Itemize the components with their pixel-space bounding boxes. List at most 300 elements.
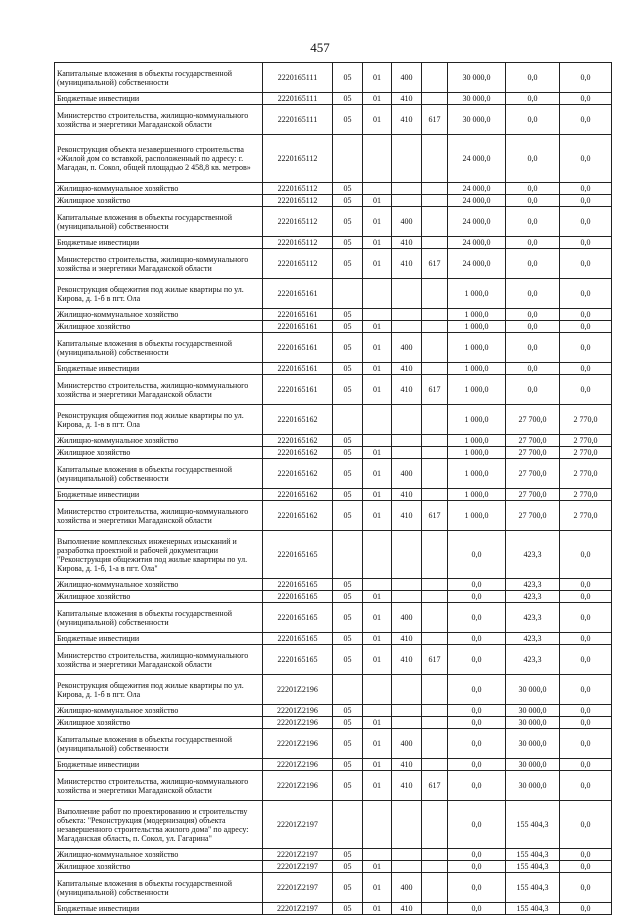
row-section-cell: 05 bbox=[333, 729, 363, 759]
table-row bbox=[55, 591, 612, 603]
row-value-1-cell: 1 000,0 bbox=[448, 435, 506, 447]
row-administrator-cell bbox=[422, 861, 448, 873]
row-section-cell: 05 bbox=[333, 579, 363, 591]
row-code-cell: 22201Z2196 bbox=[263, 729, 333, 759]
row-administrator-cell: 617 bbox=[422, 501, 448, 531]
row-code-cell: 2220165162 bbox=[263, 447, 333, 459]
row-value-1-cell: 1 000,0 bbox=[448, 363, 506, 375]
row-subsection-cell bbox=[363, 801, 392, 849]
row-value-1-cell: 0,0 bbox=[448, 579, 506, 591]
row-value-3-cell: 0,0 bbox=[560, 105, 612, 135]
row-expense-type-cell bbox=[392, 531, 422, 579]
row-value-1-cell: 1 000,0 bbox=[448, 309, 506, 321]
row-name-cell: Министерство строительства, жилищно-коммунального хозяйства и энергетики Магаданской области bbox=[55, 249, 263, 279]
row-value-3-cell: 0,0 bbox=[560, 801, 612, 849]
row-value-2-cell: 0,0 bbox=[506, 93, 560, 105]
row-section-cell: 05 bbox=[333, 435, 363, 447]
row-value-1-cell: 0,0 bbox=[448, 633, 506, 645]
row-subsection-cell: 01 bbox=[363, 873, 392, 903]
row-administrator-cell bbox=[422, 849, 448, 861]
row-administrator-cell bbox=[422, 633, 448, 645]
row-administrator-cell bbox=[422, 531, 448, 579]
row-subsection-cell: 01 bbox=[363, 729, 392, 759]
row-code-cell: 2220165161 bbox=[263, 363, 333, 375]
row-administrator-cell bbox=[422, 333, 448, 363]
row-value-3-cell: 0,0 bbox=[560, 321, 612, 333]
table-body bbox=[55, 63, 612, 915]
row-section-cell: 05 bbox=[333, 375, 363, 405]
row-value-1-cell: 0,0 bbox=[448, 717, 506, 729]
row-value-3-cell: 0,0 bbox=[560, 903, 612, 915]
row-subsection-cell bbox=[363, 849, 392, 861]
row-name-cell: Жилищное хозяйство bbox=[55, 195, 263, 207]
row-value-3-cell: 0,0 bbox=[560, 207, 612, 237]
row-value-3-cell: 0,0 bbox=[560, 645, 612, 675]
table-row bbox=[55, 645, 612, 675]
row-expense-type-cell: 410 bbox=[392, 105, 422, 135]
row-name-cell: Жилищное хозяйство bbox=[55, 447, 263, 459]
row-expense-type-cell: 410 bbox=[392, 249, 422, 279]
row-value-1-cell: 1 000,0 bbox=[448, 501, 506, 531]
row-value-2-cell: 0,0 bbox=[506, 183, 560, 195]
row-code-cell: 2220165112 bbox=[263, 183, 333, 195]
row-section-cell bbox=[333, 405, 363, 435]
row-administrator-cell bbox=[422, 405, 448, 435]
table-row bbox=[55, 63, 612, 93]
table-row bbox=[55, 93, 612, 105]
row-value-2-cell: 423,3 bbox=[506, 645, 560, 675]
row-name-cell: Бюджетные инвестиции bbox=[55, 489, 263, 501]
row-code-cell: 22201Z2197 bbox=[263, 849, 333, 861]
table-row bbox=[55, 195, 612, 207]
row-value-1-cell: 1 000,0 bbox=[448, 279, 506, 309]
table-row bbox=[55, 801, 612, 849]
row-value-2-cell: 0,0 bbox=[506, 363, 560, 375]
row-expense-type-cell bbox=[392, 447, 422, 459]
row-name-cell: Жилищно-коммунальное хозяйство bbox=[55, 309, 263, 321]
row-code-cell: 22201Z2196 bbox=[263, 771, 333, 801]
row-value-3-cell: 0,0 bbox=[560, 249, 612, 279]
row-administrator-cell bbox=[422, 729, 448, 759]
row-administrator-cell bbox=[422, 459, 448, 489]
row-name-cell: Министерство строительства, жилищно-коммунального хозяйства и энергетики Магаданской области bbox=[55, 645, 263, 675]
table-row bbox=[55, 207, 612, 237]
row-section-cell: 05 bbox=[333, 861, 363, 873]
row-value-2-cell: 27 700,0 bbox=[506, 459, 560, 489]
table-row bbox=[55, 459, 612, 489]
row-subsection-cell: 01 bbox=[363, 207, 392, 237]
row-value-1-cell: 1 000,0 bbox=[448, 375, 506, 405]
row-section-cell: 05 bbox=[333, 771, 363, 801]
row-subsection-cell: 01 bbox=[363, 93, 392, 105]
row-expense-type-cell bbox=[392, 591, 422, 603]
row-section-cell: 05 bbox=[333, 321, 363, 333]
row-section-cell: 05 bbox=[333, 759, 363, 771]
row-code-cell: 2220165165 bbox=[263, 633, 333, 645]
row-administrator-cell bbox=[422, 705, 448, 717]
table-row bbox=[55, 675, 612, 705]
row-value-1-cell: 0,0 bbox=[448, 801, 506, 849]
row-name-cell: Жилищно-коммунальное хозяйство bbox=[55, 705, 263, 717]
row-subsection-cell: 01 bbox=[363, 375, 392, 405]
row-name-cell: Реконструкция объекта незавершенного строительства «Жилой дом со вставкой, расположенный по адресу: г. Магадан, п. Сокол, общей площадью 2 458,8 кв. метров» bbox=[55, 135, 263, 183]
table-row bbox=[55, 249, 612, 279]
row-value-2-cell: 423,3 bbox=[506, 633, 560, 645]
row-subsection-cell: 01 bbox=[363, 363, 392, 375]
table-row bbox=[55, 405, 612, 435]
row-subsection-cell bbox=[363, 675, 392, 705]
row-expense-type-cell bbox=[392, 849, 422, 861]
row-subsection-cell: 01 bbox=[363, 63, 392, 93]
table-row bbox=[55, 363, 612, 375]
row-value-3-cell: 0,0 bbox=[560, 603, 612, 633]
table-row bbox=[55, 183, 612, 195]
row-value-2-cell: 0,0 bbox=[506, 375, 560, 405]
row-value-1-cell: 1 000,0 bbox=[448, 321, 506, 333]
row-value-3-cell: 0,0 bbox=[560, 675, 612, 705]
row-section-cell: 05 bbox=[333, 633, 363, 645]
row-value-1-cell: 0,0 bbox=[448, 729, 506, 759]
row-section-cell: 05 bbox=[333, 363, 363, 375]
row-expense-type-cell: 410 bbox=[392, 633, 422, 645]
row-code-cell: 22201Z2197 bbox=[263, 873, 333, 903]
row-code-cell: 2220165165 bbox=[263, 579, 333, 591]
row-name-cell: Жилищно-коммунальное хозяйство bbox=[55, 579, 263, 591]
row-value-2-cell: 30 000,0 bbox=[506, 759, 560, 771]
row-value-3-cell: 0,0 bbox=[560, 861, 612, 873]
row-code-cell: 2220165111 bbox=[263, 93, 333, 105]
row-administrator-cell bbox=[422, 93, 448, 105]
row-section-cell: 05 bbox=[333, 849, 363, 861]
row-administrator-cell bbox=[422, 321, 448, 333]
row-administrator-cell: 617 bbox=[422, 249, 448, 279]
row-expense-type-cell: 410 bbox=[392, 363, 422, 375]
row-expense-type-cell bbox=[392, 279, 422, 309]
row-administrator-cell bbox=[422, 579, 448, 591]
row-code-cell: 2220165161 bbox=[263, 321, 333, 333]
row-value-3-cell: 0,0 bbox=[560, 717, 612, 729]
row-value-2-cell: 30 000,0 bbox=[506, 705, 560, 717]
row-value-2-cell: 30 000,0 bbox=[506, 675, 560, 705]
row-administrator-cell bbox=[422, 903, 448, 915]
row-value-3-cell: 0,0 bbox=[560, 729, 612, 759]
row-value-1-cell: 1 000,0 bbox=[448, 333, 506, 363]
row-administrator-cell bbox=[422, 489, 448, 501]
row-section-cell bbox=[333, 279, 363, 309]
row-administrator-cell bbox=[422, 279, 448, 309]
row-value-2-cell: 155 404,3 bbox=[506, 849, 560, 861]
row-section-cell: 05 bbox=[333, 645, 363, 675]
row-name-cell: Бюджетные инвестиции bbox=[55, 93, 263, 105]
row-name-cell: Реконструкция общежития под жилые квартиры по ул. Кирова, д. 1-б в пгт. Ола bbox=[55, 279, 263, 309]
row-value-3-cell: 0,0 bbox=[560, 63, 612, 93]
row-value-3-cell: 0,0 bbox=[560, 375, 612, 405]
row-value-1-cell: 30 000,0 bbox=[448, 63, 506, 93]
row-code-cell: 22201Z2197 bbox=[263, 861, 333, 873]
budget-table bbox=[54, 62, 612, 915]
row-administrator-cell bbox=[422, 63, 448, 93]
row-name-cell: Жилищное хозяйство bbox=[55, 861, 263, 873]
row-name-cell: Выполнение работ по проектированию и строительству объекта: "Реконструкция (модернизация) объекта незавершенного строительства жилого дома" по адресу: Магаданская область, п. Сокол, ул. Гагарина" bbox=[55, 801, 263, 849]
row-expense-type-cell: 410 bbox=[392, 237, 422, 249]
row-subsection-cell: 01 bbox=[363, 759, 392, 771]
row-administrator-cell bbox=[422, 435, 448, 447]
row-subsection-cell: 01 bbox=[363, 771, 392, 801]
row-section-cell: 05 bbox=[333, 459, 363, 489]
row-expense-type-cell bbox=[392, 705, 422, 717]
row-expense-type-cell: 410 bbox=[392, 93, 422, 105]
row-code-cell: 22201Z2196 bbox=[263, 675, 333, 705]
row-name-cell: Жилищно-коммунальное хозяйство bbox=[55, 183, 263, 195]
row-value-1-cell: 24 000,0 bbox=[448, 249, 506, 279]
row-value-2-cell: 0,0 bbox=[506, 279, 560, 309]
row-subsection-cell: 01 bbox=[363, 501, 392, 531]
row-administrator-cell bbox=[422, 309, 448, 321]
row-value-3-cell: 0,0 bbox=[560, 531, 612, 579]
row-subsection-cell bbox=[363, 405, 392, 435]
row-expense-type-cell: 400 bbox=[392, 603, 422, 633]
row-administrator-cell: 617 bbox=[422, 771, 448, 801]
row-expense-type-cell bbox=[392, 135, 422, 183]
row-code-cell: 2220165165 bbox=[263, 603, 333, 633]
table-row bbox=[55, 903, 612, 915]
row-administrator-cell bbox=[422, 759, 448, 771]
row-expense-type-cell bbox=[392, 309, 422, 321]
row-expense-type-cell bbox=[392, 861, 422, 873]
table-row bbox=[55, 603, 612, 633]
row-section-cell: 05 bbox=[333, 489, 363, 501]
row-value-2-cell: 0,0 bbox=[506, 195, 560, 207]
row-section-cell: 05 bbox=[333, 63, 363, 93]
row-subsection-cell: 01 bbox=[363, 861, 392, 873]
row-expense-type-cell: 410 bbox=[392, 501, 422, 531]
row-value-3-cell: 0,0 bbox=[560, 135, 612, 183]
row-value-1-cell: 1 000,0 bbox=[448, 459, 506, 489]
row-value-1-cell: 0,0 bbox=[448, 903, 506, 915]
row-value-1-cell: 1 000,0 bbox=[448, 447, 506, 459]
row-value-1-cell: 0,0 bbox=[448, 771, 506, 801]
row-administrator-cell bbox=[422, 603, 448, 633]
row-expense-type-cell bbox=[392, 717, 422, 729]
row-value-2-cell: 155 404,3 bbox=[506, 903, 560, 915]
row-code-cell: 2220165112 bbox=[263, 195, 333, 207]
row-value-2-cell: 27 700,0 bbox=[506, 501, 560, 531]
table-row bbox=[55, 705, 612, 717]
row-value-2-cell: 0,0 bbox=[506, 63, 560, 93]
row-subsection-cell: 01 bbox=[363, 195, 392, 207]
row-code-cell: 2220165161 bbox=[263, 309, 333, 321]
row-value-2-cell: 27 700,0 bbox=[506, 435, 560, 447]
table-row bbox=[55, 771, 612, 801]
row-value-1-cell: 1 000,0 bbox=[448, 489, 506, 501]
row-administrator-cell: 617 bbox=[422, 375, 448, 405]
row-subsection-cell: 01 bbox=[363, 321, 392, 333]
table-row bbox=[55, 435, 612, 447]
row-subsection-cell bbox=[363, 135, 392, 183]
row-expense-type-cell: 410 bbox=[392, 375, 422, 405]
row-code-cell: 2220165162 bbox=[263, 501, 333, 531]
row-value-1-cell: 30 000,0 bbox=[448, 105, 506, 135]
row-name-cell: Капитальные вложения в объекты государственной (муниципальной) собственности bbox=[55, 603, 263, 633]
row-section-cell: 05 bbox=[333, 183, 363, 195]
row-name-cell: Капитальные вложения в объекты государственной (муниципальной) собственности bbox=[55, 207, 263, 237]
row-subsection-cell bbox=[363, 309, 392, 321]
row-code-cell: 2220165111 bbox=[263, 63, 333, 93]
row-value-3-cell: 2 770,0 bbox=[560, 435, 612, 447]
row-code-cell: 2220165165 bbox=[263, 531, 333, 579]
row-subsection-cell: 01 bbox=[363, 249, 392, 279]
row-code-cell: 2220165111 bbox=[263, 105, 333, 135]
row-value-1-cell: 0,0 bbox=[448, 603, 506, 633]
row-value-1-cell: 0,0 bbox=[448, 531, 506, 579]
row-code-cell: 22201Z2197 bbox=[263, 801, 333, 849]
table-row bbox=[55, 579, 612, 591]
row-value-2-cell: 0,0 bbox=[506, 333, 560, 363]
row-name-cell: Бюджетные инвестиции bbox=[55, 237, 263, 249]
row-administrator-cell bbox=[422, 183, 448, 195]
row-value-2-cell: 30 000,0 bbox=[506, 771, 560, 801]
row-value-3-cell: 0,0 bbox=[560, 849, 612, 861]
row-subsection-cell bbox=[363, 435, 392, 447]
row-name-cell: Министерство строительства, жилищно-коммунального хозяйства и энергетики Магаданской области bbox=[55, 501, 263, 531]
row-value-1-cell: 0,0 bbox=[448, 645, 506, 675]
row-subsection-cell bbox=[363, 705, 392, 717]
row-value-2-cell: 30 000,0 bbox=[506, 717, 560, 729]
row-value-3-cell: 0,0 bbox=[560, 93, 612, 105]
row-administrator-cell: 617 bbox=[422, 645, 448, 675]
table-row bbox=[55, 861, 612, 873]
table-row bbox=[55, 237, 612, 249]
row-subsection-cell: 01 bbox=[363, 903, 392, 915]
row-code-cell: 2220165161 bbox=[263, 333, 333, 363]
row-section-cell: 05 bbox=[333, 105, 363, 135]
row-section-cell: 05 bbox=[333, 591, 363, 603]
row-code-cell: 2220165162 bbox=[263, 435, 333, 447]
table-row bbox=[55, 309, 612, 321]
row-value-3-cell: 0,0 bbox=[560, 705, 612, 717]
row-value-1-cell: 24 000,0 bbox=[448, 207, 506, 237]
row-value-1-cell: 30 000,0 bbox=[448, 93, 506, 105]
row-expense-type-cell bbox=[392, 801, 422, 849]
table-row bbox=[55, 135, 612, 183]
row-subsection-cell: 01 bbox=[363, 645, 392, 675]
row-section-cell: 05 bbox=[333, 207, 363, 237]
row-subsection-cell: 01 bbox=[363, 447, 392, 459]
row-value-3-cell: 0,0 bbox=[560, 309, 612, 321]
row-subsection-cell: 01 bbox=[363, 633, 392, 645]
row-section-cell bbox=[333, 531, 363, 579]
row-value-2-cell: 423,3 bbox=[506, 531, 560, 579]
table-row bbox=[55, 333, 612, 363]
row-subsection-cell: 01 bbox=[363, 459, 392, 489]
row-section-cell: 05 bbox=[333, 309, 363, 321]
row-name-cell: Жилищное хозяйство bbox=[55, 717, 263, 729]
row-value-1-cell: 24 000,0 bbox=[448, 135, 506, 183]
row-value-2-cell: 30 000,0 bbox=[506, 729, 560, 759]
row-value-2-cell: 0,0 bbox=[506, 237, 560, 249]
row-section-cell bbox=[333, 135, 363, 183]
row-value-3-cell: 0,0 bbox=[560, 363, 612, 375]
row-section-cell bbox=[333, 675, 363, 705]
row-name-cell: Бюджетные инвестиции bbox=[55, 903, 263, 915]
row-name-cell: Капитальные вложения в объекты государственной (муниципальной) собственности bbox=[55, 333, 263, 363]
row-subsection-cell: 01 bbox=[363, 603, 392, 633]
row-section-cell: 05 bbox=[333, 249, 363, 279]
row-administrator-cell: 617 bbox=[422, 105, 448, 135]
row-subsection-cell: 01 bbox=[363, 717, 392, 729]
row-value-3-cell: 0,0 bbox=[560, 759, 612, 771]
row-value-2-cell: 423,3 bbox=[506, 591, 560, 603]
row-section-cell: 05 bbox=[333, 93, 363, 105]
row-subsection-cell: 01 bbox=[363, 333, 392, 363]
row-value-3-cell: 0,0 bbox=[560, 183, 612, 195]
row-administrator-cell bbox=[422, 873, 448, 903]
row-name-cell: Капитальные вложения в объекты государственной (муниципальной) собственности bbox=[55, 459, 263, 489]
row-expense-type-cell: 400 bbox=[392, 459, 422, 489]
row-value-1-cell: 24 000,0 bbox=[448, 183, 506, 195]
page-number: 457 bbox=[310, 40, 330, 55]
row-section-cell: 05 bbox=[333, 333, 363, 363]
row-administrator-cell bbox=[422, 447, 448, 459]
row-name-cell: Реконструкция общежития под жилые квартиры по ул. Кирова, д. 1-б в пгт. Ола bbox=[55, 675, 263, 705]
row-name-cell: Жилищное хозяйство bbox=[55, 321, 263, 333]
row-administrator-cell bbox=[422, 237, 448, 249]
row-section-cell: 05 bbox=[333, 501, 363, 531]
row-name-cell: Министерство строительства, жилищно-коммунального хозяйства и энергетики Магаданской области bbox=[55, 771, 263, 801]
row-expense-type-cell: 410 bbox=[392, 771, 422, 801]
row-value-3-cell: 2 770,0 bbox=[560, 489, 612, 501]
row-code-cell: 22201Z2196 bbox=[263, 759, 333, 771]
row-value-2-cell: 0,0 bbox=[506, 105, 560, 135]
row-name-cell: Выполнение комплексных инженерных изысканий и разработка проектной и рабочей документации "Реконструкция общежития под жилые квартиры по ул. Кирова, д. 1-б, 1-а в пгт. Ола" bbox=[55, 531, 263, 579]
row-expense-type-cell: 410 bbox=[392, 759, 422, 771]
row-value-1-cell: 24 000,0 bbox=[448, 195, 506, 207]
row-section-cell: 05 bbox=[333, 447, 363, 459]
row-expense-type-cell: 410 bbox=[392, 489, 422, 501]
row-value-2-cell: 0,0 bbox=[506, 207, 560, 237]
row-value-3-cell: 2 770,0 bbox=[560, 447, 612, 459]
row-value-1-cell: 0,0 bbox=[448, 873, 506, 903]
row-value-1-cell: 0,0 bbox=[448, 675, 506, 705]
row-value-3-cell: 0,0 bbox=[560, 279, 612, 309]
row-expense-type-cell: 400 bbox=[392, 63, 422, 93]
row-administrator-cell bbox=[422, 801, 448, 849]
row-value-3-cell: 0,0 bbox=[560, 873, 612, 903]
row-expense-type-cell: 400 bbox=[392, 873, 422, 903]
table-row bbox=[55, 759, 612, 771]
table-row bbox=[55, 279, 612, 309]
row-code-cell: 22201Z2196 bbox=[263, 717, 333, 729]
row-value-2-cell: 423,3 bbox=[506, 603, 560, 633]
row-section-cell: 05 bbox=[333, 717, 363, 729]
row-subsection-cell: 01 bbox=[363, 237, 392, 249]
row-administrator-cell bbox=[422, 207, 448, 237]
row-code-cell: 2220165112 bbox=[263, 237, 333, 249]
row-value-3-cell: 2 770,0 bbox=[560, 501, 612, 531]
table-row bbox=[55, 375, 612, 405]
table-row bbox=[55, 447, 612, 459]
row-name-cell: Бюджетные инвестиции bbox=[55, 363, 263, 375]
row-expense-type-cell bbox=[392, 195, 422, 207]
table-row bbox=[55, 105, 612, 135]
row-value-1-cell: 24 000,0 bbox=[448, 237, 506, 249]
row-section-cell: 05 bbox=[333, 903, 363, 915]
table-row bbox=[55, 717, 612, 729]
row-name-cell: Капитальные вложения в объекты государственной (муниципальной) собственности bbox=[55, 729, 263, 759]
row-section-cell: 05 bbox=[333, 873, 363, 903]
row-subsection-cell bbox=[363, 279, 392, 309]
row-value-3-cell: 0,0 bbox=[560, 579, 612, 591]
